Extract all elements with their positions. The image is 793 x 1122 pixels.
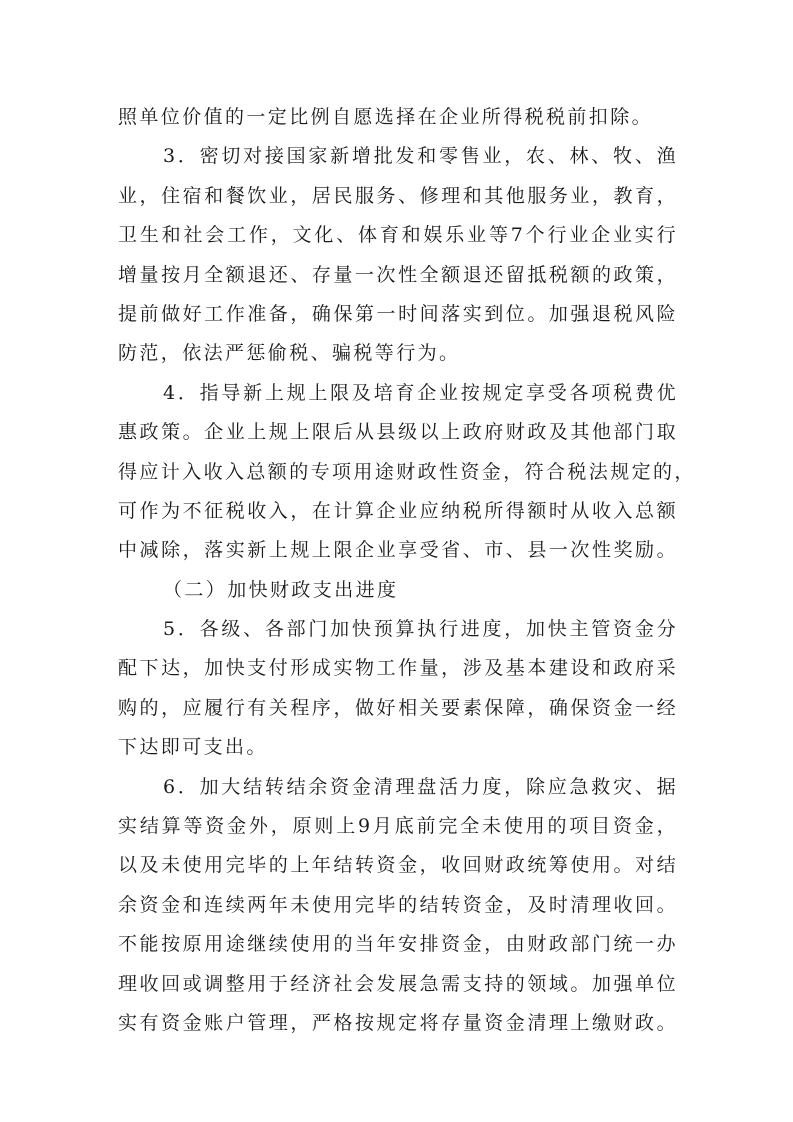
paragraph-line: 提前做好工作准备，确保第一时间落实到位。加强退税风险 — [118, 302, 678, 325]
paragraph-line: 以及未使用完毕的上年结转资金，收回财政统筹使用。对结 — [118, 854, 678, 877]
paragraph-line: 卫生和社会工作，文化、体育和娱乐业等7个行业企业实行 — [118, 224, 678, 247]
paragraph-line: 实有资金账户管理，严格按规定将存量资金清理上缴财政。 — [118, 1011, 678, 1034]
paragraph-line: 购的，应履行有关程序，做好相关要素保障，确保资金一经 — [118, 696, 678, 719]
paragraph-line: 实结算等资金外，原则上9月底前完全未使用的项目资金， — [118, 815, 678, 838]
paragraph-line: 防范，依法严惩偷税、骗税等行为。 — [118, 342, 461, 365]
paragraph-line: 业，住宿和餐饮业，居民服务、修理和其他服务业，教育， — [118, 184, 678, 207]
paragraph-line: 可作为不征税收入，在计算企业应纳税所得额时从收入总额 — [118, 499, 678, 522]
paragraph-line: 下达即可支出。 — [118, 736, 268, 759]
paragraph-5-start: 5．各级、各部门加快预算执行进度，加快主管资金分 — [163, 618, 678, 641]
paragraph-line: 得应计入收入总额的专项用途财政性资金，符合税法规定的， — [118, 460, 696, 483]
paragraph-line: 不能按原用途继续使用的当年安排资金，由财政部门统一办 — [118, 933, 678, 956]
paragraph-6-start: 6．加大结转结余资金清理盘活力度，除应急救灾、据 — [163, 775, 678, 798]
paragraph-line: 中减除，落实新上规上限企业享受省、市、县一次性奖励。 — [118, 539, 678, 562]
paragraph-line: 增量按月全额退还、存量一次性全额退还留抵税额的政策， — [118, 263, 678, 286]
paragraph-line: 理收回或调整用于经济社会发展急需支持的领域。加强单位 — [118, 972, 678, 995]
paragraph-4-start: 4．指导新上规上限及培育企业按规定享受各项税费优 — [163, 381, 678, 404]
section-heading: （二）加快财政支出进度 — [163, 578, 399, 601]
paragraph-3-start: 3．密切对接国家新增批发和零售业，农、林、牧、渔 — [163, 145, 678, 168]
paragraph-line: 照单位价值的一定比例自愿选择在企业所得税税前扣除。 — [118, 106, 654, 128]
paragraph-line: 余资金和连续两年未使用完毕的结转资金，及时清理收回。 — [118, 893, 678, 916]
paragraph-line: 惠政策。企业上规上限后从县级以上政府财政及其他部门取 — [118, 421, 678, 444]
document-body — [118, 98, 696, 1043]
paragraph-line: 配下达，加快支付形成实物工作量，涉及基本建设和政府采 — [118, 657, 678, 680]
